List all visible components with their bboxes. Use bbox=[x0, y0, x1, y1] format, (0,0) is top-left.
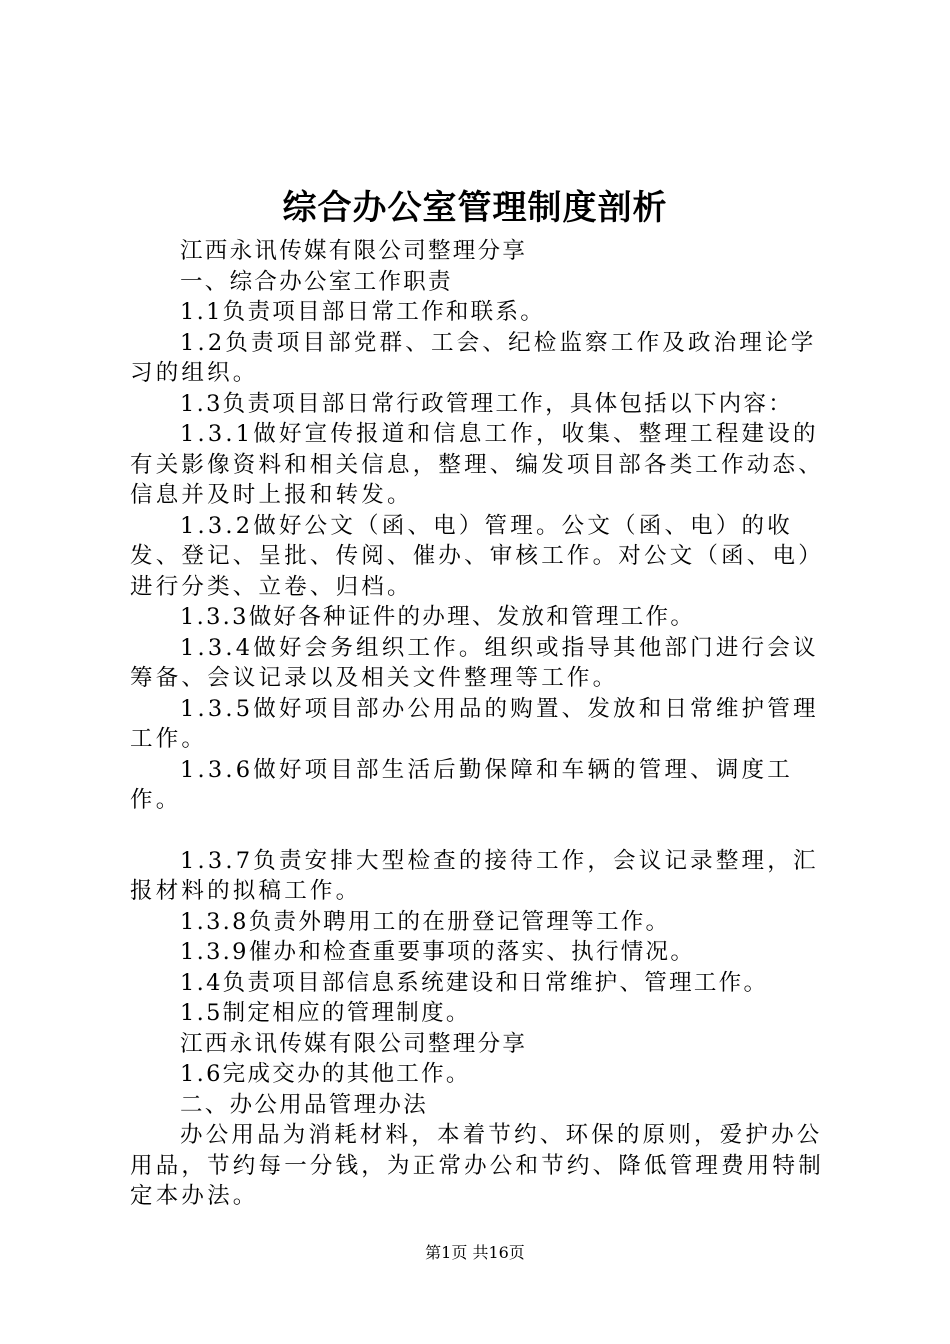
paragraph-1-3-3: 1.3.3做好各种证件的办理、发放和管理工作。 bbox=[180, 604, 696, 630]
paragraph-1-3-2: 1.3.2做好公文（函、电）管理。公文（函、电）的收发、登记、呈批、传阅、催办、审核工作。对公文（函、电）进行分类、立卷、归档。 bbox=[130, 512, 824, 600]
paragraph-1-1: 1.1负责项目部日常工作和联系。 bbox=[180, 299, 546, 325]
paragraph-gap bbox=[130, 816, 835, 846]
paragraph-1-3-8: 1.3.8负责外聘用工的在册登记管理等工作。 bbox=[180, 908, 671, 935]
paragraph-1-2: 1.2负责项目部党群、工会、纪检监察工作及政治理论学习的组织。 bbox=[130, 329, 817, 386]
paragraph-source-note-2: 江西永讯传媒有限公司整理分享 bbox=[180, 1030, 528, 1057]
paragraph-1-3-1: 1.3.1做好宣传报道和信息工作，收集、整理工程建设的有关影像资料和相关信息，整理、编发项目部各类工作动态、信息并及时上报和转发。 bbox=[130, 421, 824, 508]
paragraph-1-6: 1.6完成交办的其他工作。 bbox=[180, 1061, 471, 1087]
document-body bbox=[130, 236, 835, 1212]
section-heading-2: 二、办公用品管理办法 bbox=[180, 1091, 429, 1118]
paragraph-1-3-4: 1.3.4做好会务组织工作。组织或指导其他部门进行会议筹备、会议记录以及相关文件整理等工作。 bbox=[130, 634, 819, 691]
paragraph-office-supplies: 办公用品为消耗材料，本着节约、环保的原则，爱护办公用品，节约每一分钱，为正常办公和节约、降低管理费用特制定本办法。 bbox=[130, 1122, 824, 1209]
paragraph-source-note: 江西永讯传媒有限公司整理分享 bbox=[180, 238, 528, 264]
paragraph-1-3: 1.3负责项目部日常行政管理工作，具体包括以下内容： bbox=[180, 390, 794, 417]
paragraph-1-5: 1.5制定相应的管理制度。 bbox=[180, 1000, 471, 1026]
paragraph-1-3-7: 1.3.7负责安排大型检查的接待工作，会议记录整理，汇报材料的拟稿工作。 bbox=[130, 847, 819, 904]
paragraph-1-3-6: 1.3.6做好项目部生活后勤保障和车辆的管理、调度工作。 bbox=[130, 756, 793, 813]
paragraph-1-3-5: 1.3.5做好项目部办公用品的购置、发放和日常维护管理工作。 bbox=[130, 695, 819, 752]
paragraph-1-4: 1.4负责项目部信息系统建设和日常维护、管理工作。 bbox=[180, 969, 769, 996]
section-heading-1: 一、综合办公室工作职责 bbox=[180, 268, 453, 295]
page-footer: 第1页 共16页 bbox=[425, 1243, 525, 1262]
paragraph-1-3-9: 1.3.9催办和检查重要事项的落实、执行情况。 bbox=[180, 939, 696, 965]
document-title: 综合办公室管理制度剖析 bbox=[282, 188, 668, 228]
